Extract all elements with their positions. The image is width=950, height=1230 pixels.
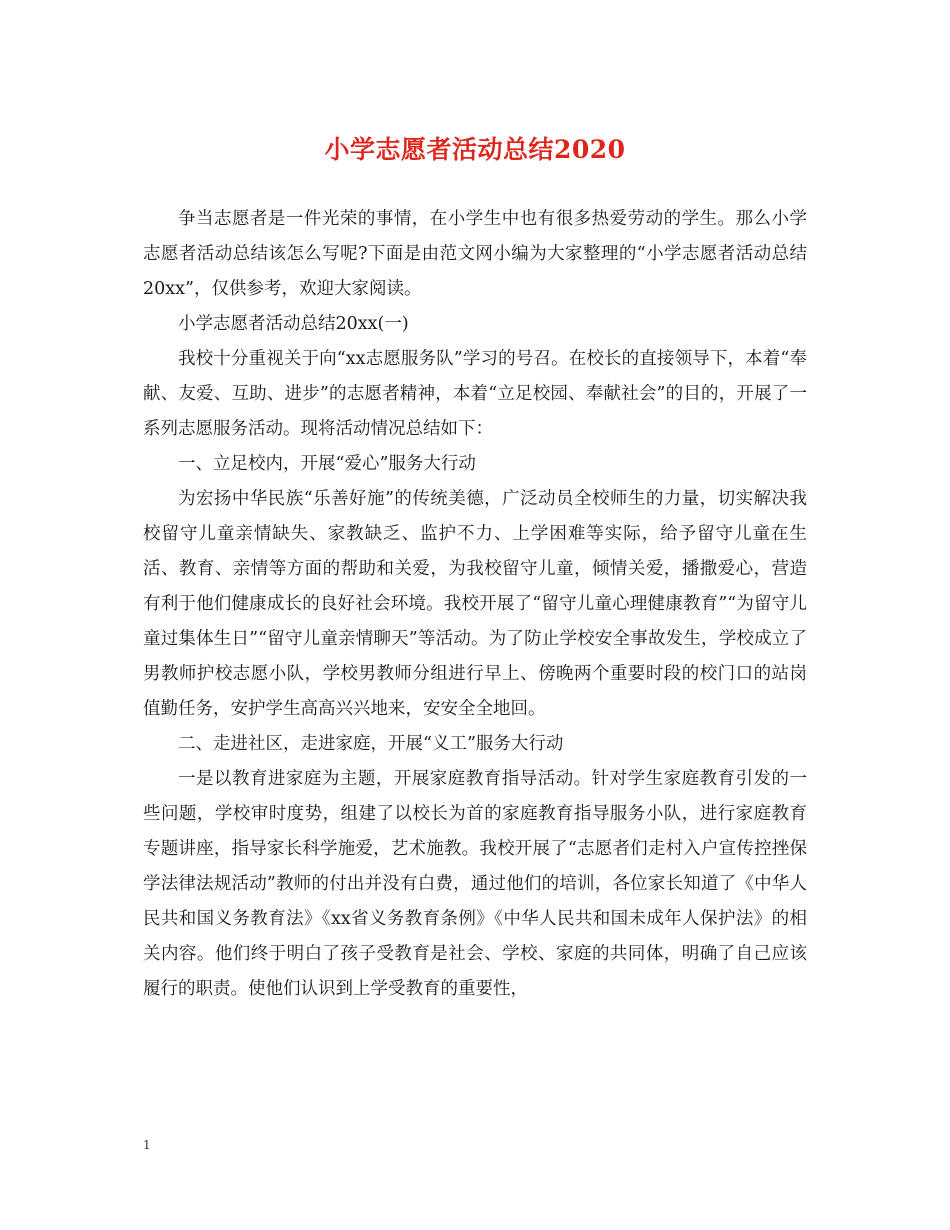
- subheading-community: 二、走进社区，走进家庭，开展“义工”服务大行动: [178, 734, 564, 754]
- document-body: [143, 202, 807, 1007]
- paragraph-community: 一是以教育进家庭为主题，开展家庭教育指导活动。针对学生家庭教育引发的一些问题，学校审时度势，组建了以校长为首的家庭教育指导服务小队，进行家庭教育专题讲座，指导家长科学施爱，艺术施教。我校开展了“志愿者们走村入户宣传控挫保学法律法规活动”教师的付出并没有白费，通过他们的培训，各位家长知道了《中华人民共和国义务教育法》《xx省义务教育条例》《中华人民共和国未成年人保护法》的相关内容。他们终于明白了孩子受教育是社会、学校、家庭的共同体，明确了自己应该履行的职责。使他们认识到上学受教育的重要性，: [143, 769, 807, 999]
- page-number: 1: [143, 1138, 151, 1152]
- document-title: 小学志愿者活动总结2020: [324, 135, 626, 164]
- paragraph-intro: 争当志愿者是一件光荣的事情，在小学生中也有很多热爱劳动的学生。那么小学志愿者活动总结该怎么写呢?下面是由范文网小编为大家整理的“小学志愿者活动总结20xx”，仅供参考，欢迎大家阅读。: [143, 209, 807, 299]
- paragraph-overview: 我校十分重视关于向“xx志愿服务队”学习的号召。在校长的直接领导下，本着“奉献、友爱、互助、进步”的志愿者精神，本着“立足校园、奉献社会”的目的，开展了一系列志愿服务活动。现将活动情况总结如下：: [143, 349, 807, 439]
- section-heading-one: 小学志愿者活动总结20xx(一): [178, 314, 409, 334]
- subheading-campus: 一、立足校内，开展“爱心”服务大行动: [178, 454, 476, 474]
- paragraph-campus: 为宏扬中华民族“乐善好施”的传统美德，广泛动员全校师生的力量，切实解决我校留守儿童亲情缺失、家教缺乏、监护不力、上学困难等实际，给予留守儿童在生活、教育、亲情等方面的帮助和关爱，为我校留守儿童，倾情关爱，播撒爱心，营造有利于他们健康成长的良好社会环境。我校开展了“留守儿童心理健康教育”“为留守儿童过集体生日”“留守儿童亲情聊天”等活动。为了防止学校安全事故发生，学校成立了男教师护校志愿小队，学校男教师分组进行早上、傍晚两个重要时段的校门口的站岗值勤任务，安护学生高高兴兴地来，安安全全地回。: [143, 489, 807, 719]
